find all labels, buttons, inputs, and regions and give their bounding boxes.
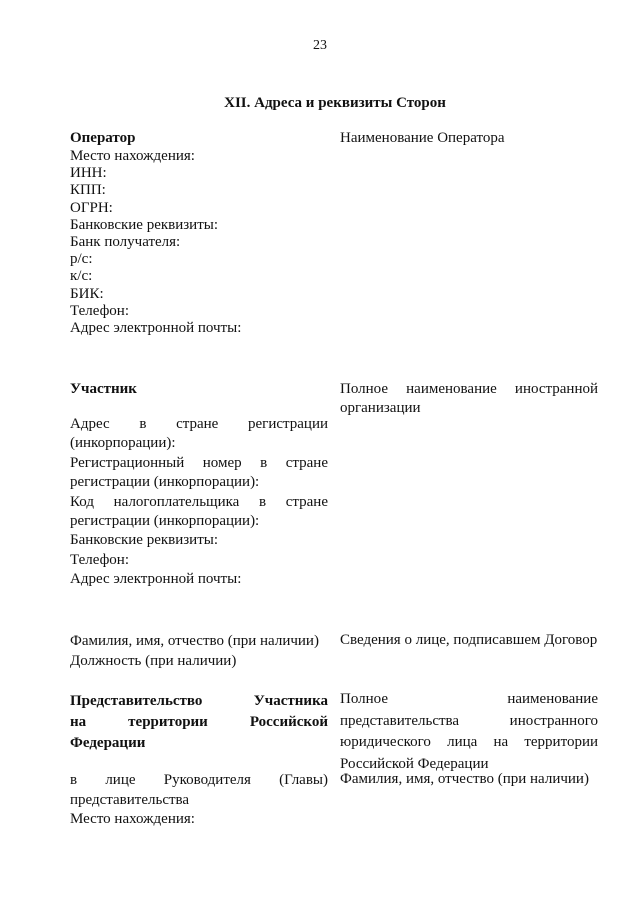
- representative-location: Место нахождения:: [70, 811, 195, 827]
- participant-heading: Участник: [70, 381, 137, 397]
- representative-heading-line: на территории Российской: [70, 714, 328, 730]
- representative-head-line: в лице Руководителя (Главы): [70, 772, 328, 788]
- participant-bank: Банковские реквизиты:: [70, 532, 219, 549]
- representative-fullname-line: Российской Федерации: [340, 755, 489, 772]
- operator-field: Место нахождения:: [70, 148, 195, 164]
- operator-name-label: Наименование Оператора: [340, 130, 505, 146]
- operator-field: Адрес электронной почты:: [70, 320, 242, 337]
- representative-fullname-line: юридического лица на территории: [340, 734, 598, 750]
- operator-heading: Оператор: [70, 130, 136, 146]
- signatory-fullname: Фамилия, имя, отчество (при наличии): [70, 633, 319, 649]
- representative-heading-line: Федерации: [70, 735, 146, 751]
- participant-fields: [70, 415, 328, 590]
- representative-head-name-label: Фамилия, имя, отчество (при наличии): [340, 771, 589, 787]
- representative-fullname-line: Полное наименование: [340, 691, 598, 707]
- participant-taxcode-line: Код налогоплательщика в стране: [70, 493, 328, 510]
- signatory-info-label: Сведения о лице, подписавшем Договор: [340, 632, 598, 648]
- operator-field: БИК:: [70, 285, 104, 302]
- operator-field: Банковские реквизиты:: [70, 216, 219, 233]
- section-title: XII. Адреса и реквизиты Сторон: [224, 95, 446, 111]
- participant-phone: Телефон:: [70, 551, 129, 568]
- participant-taxcode-line: регистрации (инкорпорации):: [70, 513, 260, 530]
- operator-fields: [70, 148, 241, 337]
- operator-field: р/с:: [70, 251, 93, 268]
- participant-regnum-line: регистрации (инкорпорации):: [70, 474, 260, 491]
- operator-field: ОГРН:: [70, 199, 113, 216]
- participant-regnum-line: Регистрационный номер в стране: [70, 454, 328, 471]
- representative-fullname-label: [340, 689, 598, 775]
- signatory-position: Должность (при наличии): [70, 652, 237, 669]
- participant-address-line: (инкорпорации):: [70, 435, 176, 452]
- participant-fullname-line: Полное наименование иностранной: [340, 381, 598, 397]
- participant-fullname-label: [340, 380, 598, 418]
- participant-email: Адрес электронной почты:: [70, 571, 242, 588]
- signatory-fields: [70, 632, 319, 671]
- representative-head-fields: [70, 771, 328, 830]
- participant-fullname-line: организации: [340, 400, 421, 416]
- operator-field: Банк получателя:: [70, 234, 181, 251]
- representative-head-line: представительства: [70, 791, 190, 808]
- operator-field: Телефон:: [70, 302, 129, 319]
- operator-field: ИНН:: [70, 165, 107, 182]
- representative-heading-line: Представительство Участника: [70, 693, 328, 709]
- operator-field: КПП:: [70, 182, 106, 199]
- representative-heading: [70, 691, 328, 754]
- participant-address-line: Адрес в стране регистрации: [70, 416, 328, 432]
- operator-field: к/с:: [70, 268, 93, 285]
- page-number: 23: [313, 38, 327, 53]
- representative-fullname-line: представительства иностранного: [340, 712, 598, 729]
